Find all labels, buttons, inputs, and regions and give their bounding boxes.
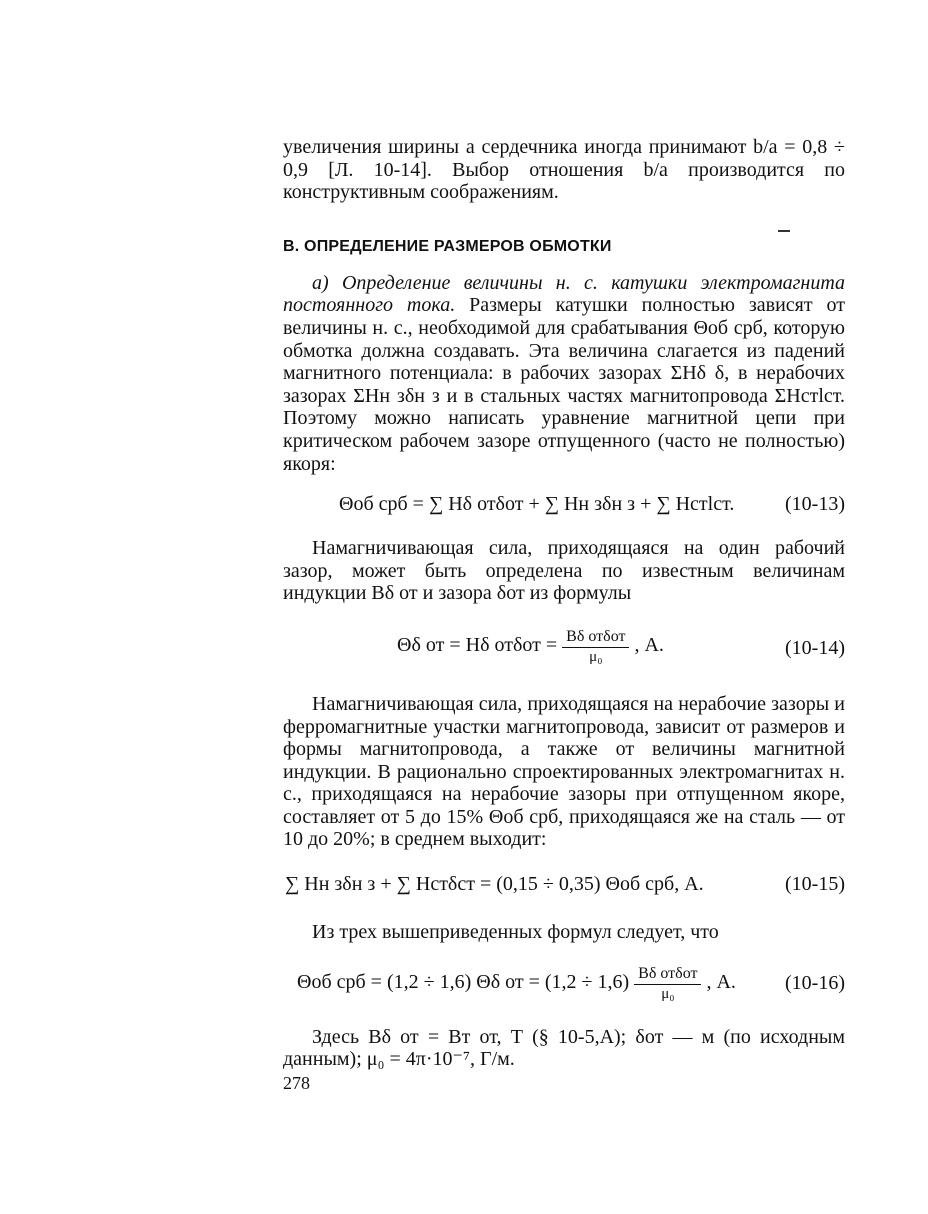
paragraph-notation: Здесь Bδ от = Bт от, Т (§ 10-5,А); δот — м (по исходным данным); μ₀ = 4π·10⁻⁷, Г/м.: [283, 1025, 845, 1071]
formula-10-16-denominator: μ₀: [661, 985, 675, 1002]
formula-10-16-tail: , А.: [706, 970, 736, 993]
formula-10-16-fraction: [634, 964, 701, 1003]
paragraph-before-10-16: Из трех вышеприведенных формул следует, что: [312, 921, 719, 944]
formula-10-14: [283, 617, 845, 679]
paragraph-before-10-14: Намагничивающая сила, приходящаяся на один рабочий зазор, может быть определена по известным величинам индукции Bδ от и зазора δот из формулы: [283, 537, 845, 605]
intro-paragraph: увеличения ширины a сердечника иногда принимают b/a = 0,8 ÷ 0,9 [Л. 10-14]. Выбор отношения b/a производится по конструктивным соображениям.: [283, 136, 845, 204]
formula-10-16-number: (10-16): [785, 971, 845, 994]
formula-10-15-expr: ∑ Hн зδн з + ∑ Hстδст = (0,15 ÷ 0,35) Θоб срб, А.: [285, 873, 704, 896]
page-number: 278: [283, 1072, 310, 1093]
paragraph-before-10-15: Намагничивающая сила, приходящаяся на нерабочие зазоры и ферромагнитные участки магнитопровода, зависит от размеров и формы магнитопровода, а также от величины магнитной индукции. В рационально спроектированных электромагнитах н. с., приходящаяся на нерабочие зазоры при отпущенном якоре, составляет от 5 до 15% Θоб срб, приходящаяся же на сталь — от 10 до 20%; в среднем выходит:: [283, 692, 845, 851]
formula-10-16-numerator: Bδ отδот: [634, 964, 701, 985]
formula-10-14-fraction: [562, 627, 629, 666]
formula-10-13-expr: Θоб срб = ∑ Hδ отδот + ∑ Hн зδн з + ∑ Hстlст.: [339, 493, 735, 516]
section-heading: В. ОПРЕДЕЛЕНИЕ РАЗМЕРОВ ОБМОТКИ: [283, 237, 612, 255]
formula-10-15: [283, 867, 845, 901]
formula-10-13: [283, 487, 845, 521]
formula-10-16-lhs: Θоб срб = (1,2 ÷ 1,6) Θδ от = (1,2 ÷ 1,6): [297, 970, 630, 993]
section-a-paragraph: [283, 272, 845, 475]
formula-10-13-number: (10-13): [785, 493, 845, 516]
page-body: [283, 136, 845, 1094]
formula-10-14-number: (10-14): [785, 636, 845, 659]
formula-10-15-number: (10-15): [785, 873, 845, 896]
section-a-title: а) Определение величины н. с. катушки электромагнита постоянного тока.: [283, 271, 845, 317]
formula-10-16: [283, 956, 845, 1012]
formula-10-14-lhs: Θδ от = Hδ отδот =: [397, 634, 558, 656]
formula-10-14-tail: , А.: [634, 634, 664, 656]
formula-10-14-numerator: Bδ отδот: [562, 627, 629, 648]
section-a-text: Размеры катушки полностью зависят от величины н. с., необходимой для срабатывания Θоб срб, которую обмотка должна создавать. Эта величина слагается из падений магнитного потенциала: в рабочих зазорах ΣHδ δ, в нерабочих зазорах ΣHн зδн з и в стальных частях магнитопровода ΣHстlст. Поэтому можно написать уравнение магнитной цепи при критическом рабочем зазоре отпущенного (часто не полностью) якоря:: [283, 294, 845, 475]
formula-10-14-denominator: μ₀: [589, 648, 603, 665]
